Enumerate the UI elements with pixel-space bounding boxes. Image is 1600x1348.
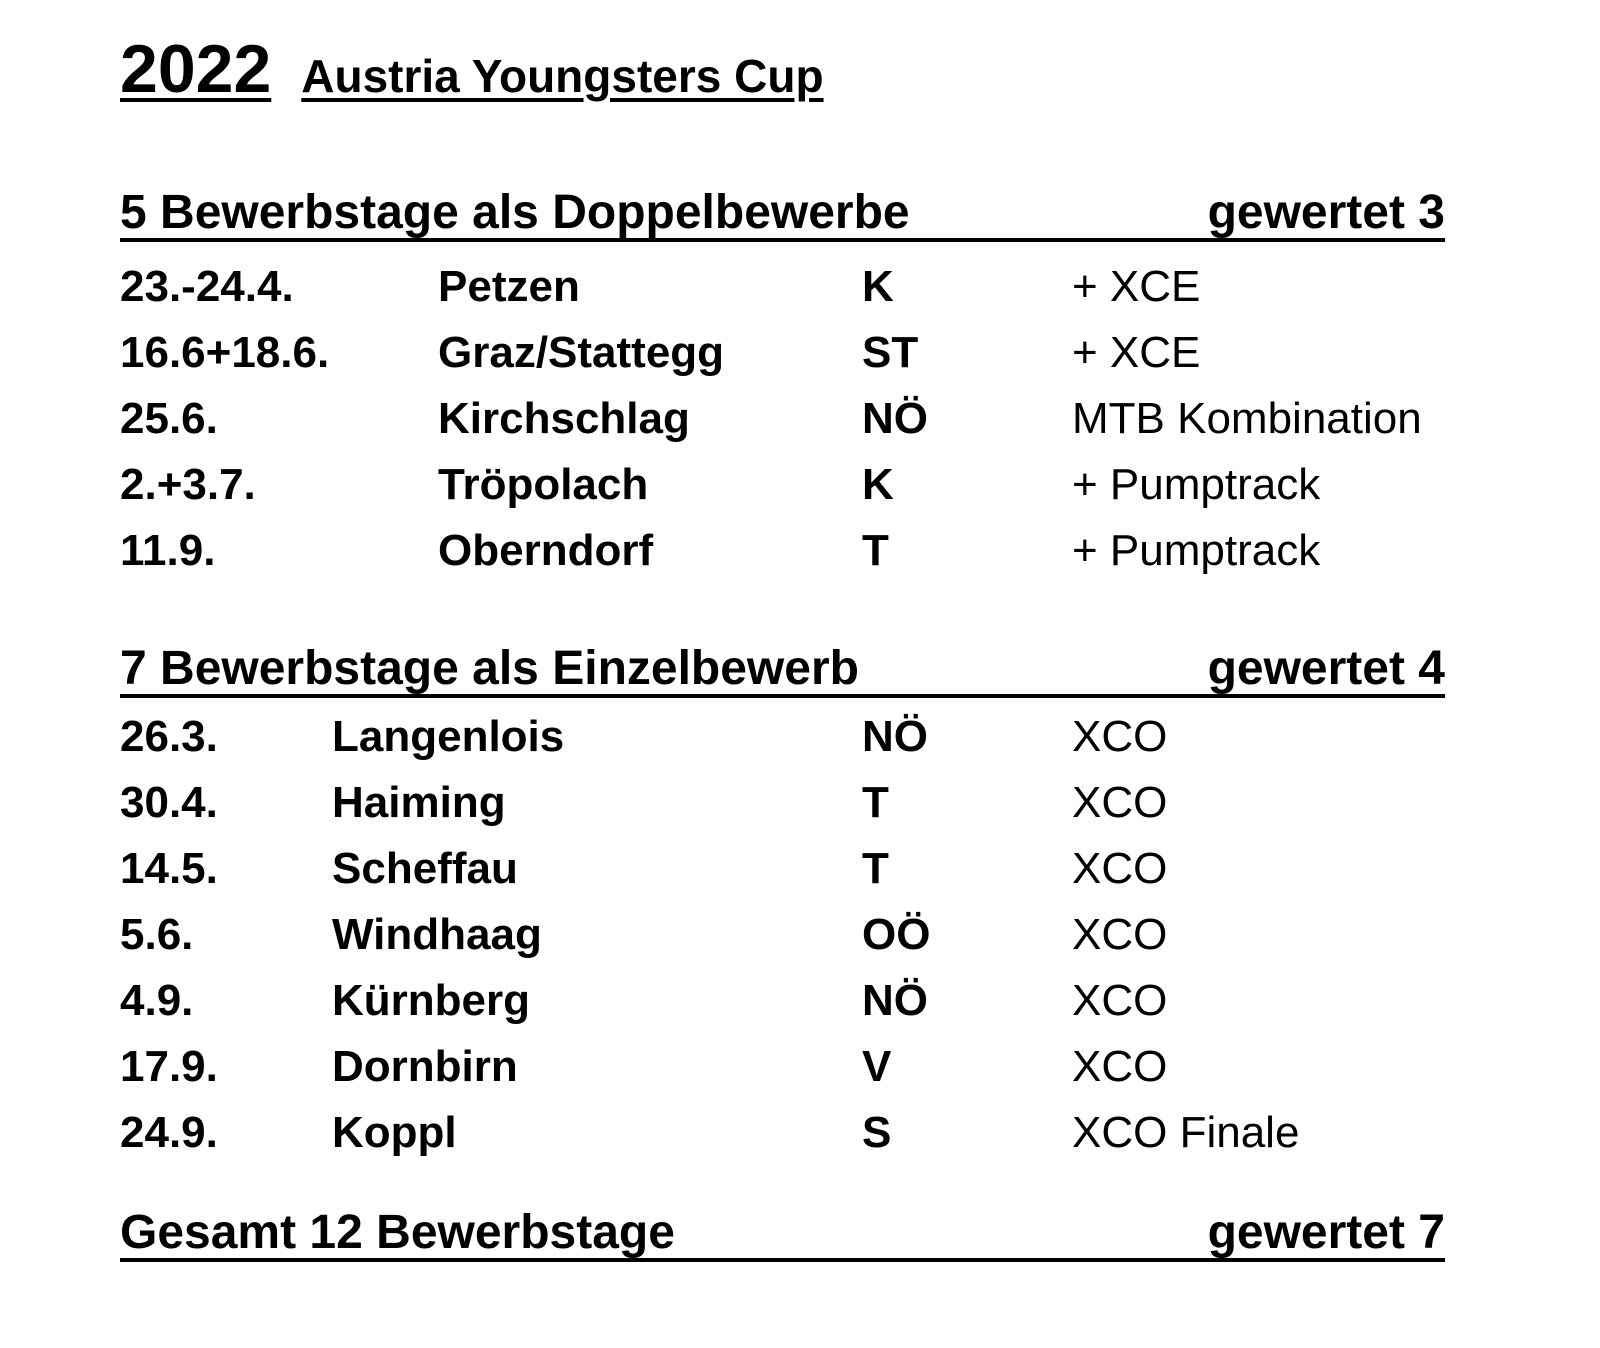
section-label: 5 Bewerbstage als Doppelbewerbe: [120, 186, 910, 239]
event-date: 30.4.: [120, 778, 218, 827]
event-info: XCO: [1072, 778, 1168, 827]
section-count: gewertet 3: [1207, 186, 1445, 239]
title-year: 2022: [120, 31, 272, 107]
event-date: 4.9.: [120, 976, 194, 1025]
event-date: 2.+3.7.: [120, 460, 256, 509]
event-info: XCO: [1072, 976, 1168, 1025]
event-place: Oberndorf: [438, 526, 654, 575]
event-state: T: [862, 778, 889, 827]
event-place: Petzen: [438, 262, 580, 311]
event-date: 5.6.: [120, 910, 194, 959]
total-heading: [120, 1200, 1445, 1262]
event-info: XCO: [1072, 1042, 1168, 1091]
event-date: 17.9.: [120, 1042, 218, 1091]
event-info: + Pumptrack: [1072, 526, 1321, 575]
section-heading-double: [120, 180, 1445, 242]
event-place: Dornbirn: [332, 1042, 518, 1091]
event-date: 11.9.: [120, 526, 216, 575]
total-count: gewertet 7: [1207, 1206, 1445, 1259]
event-place: Kürnberg: [332, 976, 530, 1025]
event-info: XCO: [1072, 712, 1168, 761]
event-state: K: [862, 262, 894, 311]
section-count: gewertet 4: [1207, 642, 1445, 695]
event-info: + XCE: [1072, 328, 1201, 377]
event-state: ST: [862, 328, 919, 377]
event-date: 24.9.: [120, 1108, 218, 1157]
event-state: OÖ: [862, 910, 931, 959]
event-date: 25.6.: [120, 394, 218, 443]
event-place: Scheffau: [332, 844, 518, 893]
total-label: Gesamt 12 Bewerbstage: [120, 1206, 675, 1259]
document-title: [120, 30, 824, 108]
event-state: V: [862, 1042, 892, 1091]
event-info: + Pumptrack: [1072, 460, 1321, 509]
event-state: S: [862, 1108, 892, 1157]
event-info: XCO Finale: [1072, 1108, 1300, 1157]
event-date: 16.6+18.6.: [120, 328, 330, 377]
title-name: Austria Youngsters Cup: [301, 50, 824, 102]
event-place: Koppl: [332, 1108, 457, 1157]
event-date: 14.5.: [120, 844, 218, 893]
event-state: NÖ: [862, 712, 928, 761]
event-info: + XCE: [1072, 262, 1201, 311]
event-state: T: [862, 844, 889, 893]
event-place: Windhaag: [332, 910, 542, 959]
section-label: 7 Bewerbstage als Einzelbewerb: [120, 642, 859, 695]
event-date: 26.3.: [120, 712, 218, 761]
event-state: NÖ: [862, 394, 928, 443]
section-heading-single: [120, 636, 1445, 698]
event-state: K: [862, 460, 894, 509]
event-info: XCO: [1072, 910, 1168, 959]
event-state: T: [862, 526, 889, 575]
event-info: XCO: [1072, 844, 1168, 893]
event-place: Haiming: [332, 778, 506, 827]
event-state: NÖ: [862, 976, 928, 1025]
event-info: MTB Kombination: [1072, 394, 1422, 443]
event-place: Kirchschlag: [438, 394, 690, 443]
event-date: 23.-24.4.: [120, 262, 294, 311]
event-place: Tröpolach: [438, 460, 649, 509]
event-place: Graz/Stattegg: [438, 328, 725, 377]
event-place: Langenlois: [332, 712, 565, 761]
